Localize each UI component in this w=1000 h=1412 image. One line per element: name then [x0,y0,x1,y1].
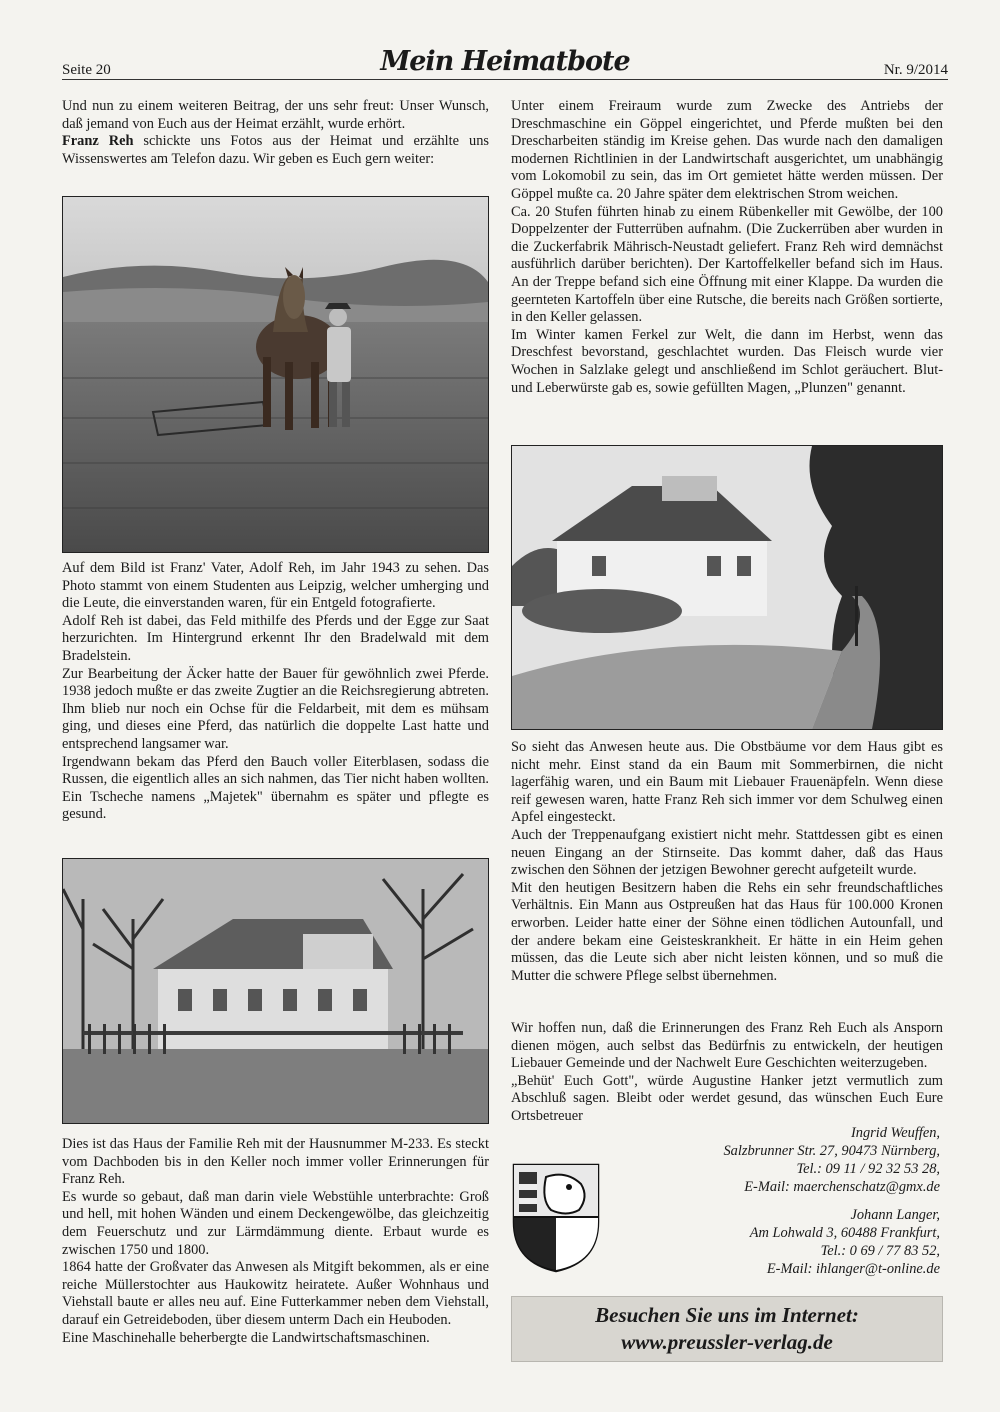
right-paragraph-4: So sieht das Anwesen heute aus. Die Obstbäume vor dem Haus gibt es nicht mehr. Einst stand da ein Baum mit Sommerbirnen, die nicht lagerfähig waren, und ein Baum mit Liebauer Frauenäpfeln. Wenn diese reif gewesen waren, hatte Franz Reh sich immer vor dem Schulweg einen Apfel eingesteckt. [511,739,943,826]
signature-1-name: Ingrid Weuffen, [851,1125,940,1141]
right-paragraph-3: Im Winter kamen Ferkel zur Welt, die dann im Herbst, wenn das Dreschfest bevorstand, geschlachtet wurden. Das Fleisch wurde vier Wochen in Salzlake gelegt und anschließend im Schlot geräuchert. Blut- und Leberwürste gab es, sowie gefüllten Magen, „Plunzen" genannt. [511,326,943,396]
intro-paragraph-2 [62,133,489,168]
masthead-title: Mein Heimatbote [380,46,630,77]
photo-old-house [62,858,489,1124]
intro-paragraph-1: Und nun zu einem weiteren Beitrag, der uns sehr freut: Unser Wunsch, daß jemand von Euch aus der Heimat erzählt, wurde erhört. [62,98,489,132]
intro-text [62,98,489,168]
left-paragraph-6: Es wurde so gebaut, daß man darin viele Webstühle unterbrachte: Groß und hell, mit hohen Wänden und einem Deckengewölbe, das gleichzeitig dem Feuerschutz und zur Lärmdämmung diente. Erbaut wurde es zwischen 1750 und 1800. [62,1188,489,1258]
left-paragraph-8: Eine Maschinehalle beherbergte die Landwirtschaftsmaschinen. [62,1329,430,1346]
coat-of-arms-icon [511,1162,601,1274]
banner-line-1: Besuchen Sie uns im Internet: [595,1303,859,1327]
left-body-text-2 [62,1136,489,1347]
signature-1-phone: Tel.: 09 11 / 92 32 53 28, [796,1161,940,1177]
left-paragraph-3: Zur Bearbeitung der Äcker hatte der Bauer für gewöhnlich zwei Pferde. 1938 jedoch mußte er das zweite Zugtier an die Reichsregierung abtreten. Ihm blieb nur noch ein Ochse für die Feldarbeit, mit dem es mühsam ging, und dieses eine Pferd, das natürlich die doppelte Last hatte und entsprechend langsamer war. [62,665,489,752]
signature-2-phone: Tel.: 0 69 / 77 83 52, [820,1243,940,1259]
right-body-text-2 [511,739,943,985]
right-paragraph-1: Unter einem Freiraum wurde zum Zwecke des Antriebs der Dreschmaschine ein Göppel eingerichtet, und Pferde mußten bei den Drescharbeiten ständig im Kreise gehen. Das wurde nach den damaligen modernen Richtlinien in der Landwirtschaft ausgerichtet, um unabhängig vom Lokomobil zu sein, das im Ort gemietet hätte werden müssen. Der Göppel mußte ca. 20 Jahre später dem elektrischen Strom weichen. [511,98,943,202]
left-paragraph-4: Irgendwann bekam das Pferd den Bauch voller Eiterblasen, sodass die Russen, die eigentlich alles an sich nahmen, das Tier nicht haben wollten. Ein Tscheche namens „Majetek" übernahm es später und pflegte es gesund. [62,753,489,823]
signature-1-email: E-Mail: maerchenschatz@gmx.de [744,1179,940,1195]
signature-2-name: Johann Langer, [850,1207,940,1223]
banner-website-link[interactable]: www.preussler-verlag.de [621,1330,833,1354]
photo-farmer-with-horse [62,196,489,553]
right-paragraph-8: „Behüt' Euch Gott", würde Augustine Hanker jetzt vermutlich zum Abschluß sagen. Bleibt oder werdet gesund, das wünschen Euch Eure Ortsbetreuer [511,1072,943,1124]
right-paragraph-6: Mit den heutigen Besitzern haben die Rehs ein sehr freundschaftliches Verhältnis. Ein Mann aus Ostpreußen hat das Haus für 100.000 Kronen erworben. Leider hatte einer der Söhne einen tödlichen Autounfall, und der andere bekam eine Geisteskrankheit. Er hätte in ein Heim gehen müssen, das die Leute sich aber nicht leisten können, und so muß die Mutter die schwere Pflege selbst übernehmen. [511,879,943,984]
signature-1-address: Salzbrunner Str. 27, 90473 Nürnberg, [723,1143,940,1159]
photo-property-today [511,445,943,730]
website-banner [511,1296,943,1362]
left-paragraph-2: Adolf Reh ist dabei, das Feld mithilfe des Pferds und der Egge zur Saat herzurichten. Im Hintergrund erkennt Ihr den Bradelwald mit dem Bradelstein. [62,612,489,664]
left-body-text [62,560,489,824]
signature-block-2 [640,1206,940,1278]
signature-2-email: E-Mail: ihlanger@t-online.de [766,1261,940,1277]
left-paragraph-7: 1864 hatte der Großvater das Anwesen als Mitgift bekommen, als er eine reiche Müllerstochter aus Haukowitz heiratete. Außer Wohnhaus und Viehstall baute er alles neu auf. Eine Futterkammer neben dem Viehstall, darauf ein Getreideboden, über diesem unterm Dach ein Heuboden. [62,1259,489,1328]
page-number: Seite 20 [62,62,111,78]
intro-name: Franz Reh [62,133,134,150]
right-paragraph-2: Ca. 20 Stufen führten hinab zu einem Rübenkeller mit Gewölbe, der 100 Doppelzenter der Futterrüben aufnahm. (Die Zuckerrüben aber wurden in die Zuckerfabrik Mährisch-Neustadt geliefert. Franz Reh wird demnächst ausführlich darüber berichten). Der Kartoffelkeller befand sich im Haus. An der Treppe befand sich eine Öffnung mit einer Klappe. Da wurden die geernteten Kartoffeln über eine Rutsche, die bereits nach Größen sortierte, in den Keller gelassen. [511,203,943,326]
signature-2-address: Am Lohwald 3, 60488 Frankfurt, [749,1225,940,1241]
intro-rest: schickte uns Fotos aus der Heimat und erzählte uns Wissenswertes am Telefon dazu. Wir geben es Euch gern weiter: [62,133,489,167]
signature-block-1 [640,1124,940,1196]
right-paragraph-5: Auch der Treppenaufgang existiert nicht mehr. Stattdessen gibt es einen neuen Eingang an der Stirnseite. Das kommt daher, daß das Haus zwischen den Söhnen der jetzigen Bewohner gerecht aufgeteilt wurde. [511,826,943,879]
page-header [62,46,948,92]
header-rule [62,79,948,80]
right-closing-text [511,1020,943,1126]
left-paragraph-1: Auf dem Bild ist Franz' Vater, Adolf Reh, im Jahr 1943 zu sehen. Das Photo stammt von einem Studenten aus Leipzig, welcher umherging und die Leute, die einverstanden waren, für ein Entgeld fotografierte. [62,560,489,612]
left-paragraph-5: Dies ist das Haus der Familie Reh mit der Hausnummer M-233. Es steckt vom Dachboden bis in den Keller noch immer voller Erinnerungen für Franz Reh. [62,1136,489,1188]
right-paragraph-7: Wir hoffen nun, daß die Erinnerungen des Franz Reh Euch als Ansporn dienen mögen, auch selbst das Bedürfnis zu entwickeln, der heutigen Liebauer Gemeinde und der Nachwelt Eure Geschichten weiterzugeben. [511,1020,943,1072]
issue-number: Nr. 9/2014 [883,62,948,78]
right-body-text [511,98,943,397]
